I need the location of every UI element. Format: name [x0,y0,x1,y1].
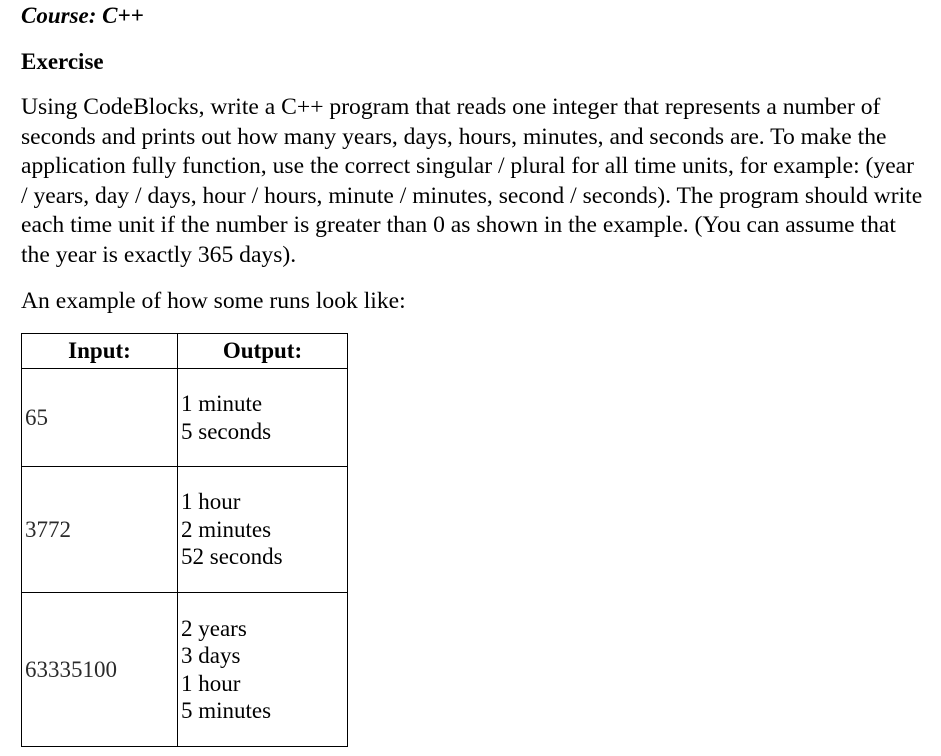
exercise-description: Using CodeBlocks, write a C++ program that reads one integer that represents a number of seconds and prints out how many years, days, hours, minutes, and seconds are. To make the application fully function, use the correct singular / plural for all time units, for example: (year / years, day / days, hour / hours, minute / minutes, second / seconds). The program should write each time unit if the number is greater than 0 as shown in the example. (You can assume that the year is exactly 365 days). [21,94,923,268]
input-column-header: Input: [22,334,178,369]
output-line: 1 minute [181,391,263,416]
output-line: 5 seconds [181,418,272,444]
table-row [22,593,348,747]
output-line: 1 hour [181,670,241,696]
output-cell [178,369,348,467]
output-cell [178,467,348,593]
input-cell: 3772 [22,467,178,593]
table-header-row [22,334,348,369]
output-line: 3 days [181,643,241,668]
course-title: Course: C++ [21,3,144,28]
exercise-heading: Exercise [21,49,104,74]
output-line: 52 seconds [181,544,283,570]
table-row [22,467,348,593]
table-row [22,369,348,467]
output-line: 2 years [181,615,247,641]
output-column-header: Output: [178,334,348,369]
example-runs-table [21,333,348,747]
output-line: 1 hour [181,489,241,515]
example-intro: An example of how some runs look like: [21,288,406,314]
output-cell [178,593,348,747]
output-line: 5 minutes [181,698,272,723]
input-cell: 63335100 [22,593,178,747]
output-line: 2 minutes [181,516,272,542]
input-cell: 65 [22,369,178,467]
